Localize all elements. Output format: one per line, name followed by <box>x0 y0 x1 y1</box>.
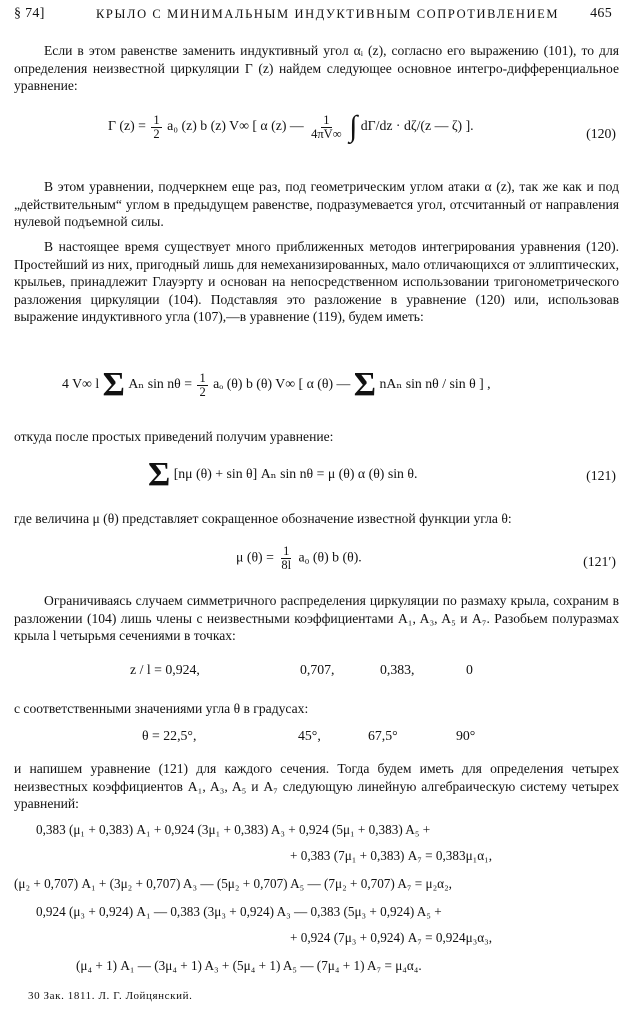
paragraph-5: где величина μ (θ) представляет сокращенное обозначение известной функции угла θ: <box>14 511 512 526</box>
eq-sub-end: nAₙ sin nθ / sin θ ] , <box>379 376 491 392</box>
running-title: КРЫЛО С МИНИМАЛЬНЫМ ИНДУКТИВНЫМ СОПРОТИВЛЕНИЕМ <box>96 7 560 21</box>
equation-120 <box>108 110 474 170</box>
eq121-body: [nμ (θ) + sin θ] Aₙ sin nθ = μ (θ) α (θ) sin θ. <box>173 466 418 482</box>
system-eq-1b: + 0,383 (7μ₁ + 0,383) A₇ = 0,383μ₁α₁, <box>290 848 493 863</box>
page-number: 465 <box>590 6 612 21</box>
system-eq-3a: 0,924 (μ₃ + 0,924) A₁ — 0,383 (3μ₃ + 0,924) A₃ — 0,383 (5μ₃ + 0,924) A₅ + <box>36 904 442 919</box>
eq-sub-rhs: aₒ (θ) b (θ) V∞ [ α (θ) — <box>213 376 351 392</box>
eq120-number: (120) <box>586 126 616 141</box>
system-eq-4: (μ₄ + 1) A₁ — (3μ₄ + 1) A₃ + (5μ₄ + 1) A₅ — (7μ₄ + 1) A₇ = μ₄α₄. <box>76 958 422 973</box>
section-marker: § 74] <box>14 6 45 21</box>
system-eq-3b: + 0,924 (7μ₃ + 0,924) A₇ = 0,924μ₃α₃, <box>290 930 493 945</box>
eq120-mid: a₀ (z) b (z) V∞ <box>167 118 249 134</box>
eq120-lhs: Γ (z) = <box>108 118 146 134</box>
eq-sub-lhs: 4 V∞ l <box>62 376 100 392</box>
angle-3: 67,5° <box>368 728 398 743</box>
eq121p-rhs: a₀ (θ) b (θ). <box>298 549 362 565</box>
equation-substituted <box>62 366 491 416</box>
eq120-integrand: dΓ/dz · dζ/(z — ζ) ]. <box>360 118 474 134</box>
sum-sign-3: Σ <box>148 456 171 493</box>
eq121-number: (121) <box>586 468 616 483</box>
eq-sub-half: $\frac{1}{2}$ <box>199 370 206 399</box>
equation-121 <box>148 456 417 502</box>
paragraph-3: В настоящее время существует много приближенных методов интегрирования уравнения (120). Простейший из них, пригодный лишь для немеханизированных, мало отличающихся от эллиптических, крыльев, принадлежит Глауэрту и основан на непосредственном использовании тригонометрического разложения циркуляции (104). Подставляя это разложение в уравнение (120) или, использовав выражение индуктивного угла (107),—в уравнение (119), будем иметь: <box>14 239 619 325</box>
paragraph-1: Если в этом равенстве заменить индуктивный угол αᵢ (z), согласно его выражению (101), то для определения неизвестной циркуляции Γ (z) найдем следующее основное интегро-дифференциальное уравнение: <box>14 43 619 94</box>
integral-sign: ∫ <box>349 110 358 143</box>
angle-2: 45°, <box>298 728 321 743</box>
point-2: 0,707, <box>300 662 335 677</box>
paragraph-2: В этом уравнении, подчеркнем еще раз, под геометрическим углом атаки α (z), так же как и под „действительным“ углом в предыдущем равенстве, подразумевается угол, отсчитанный от направления нулевой подъемной силы. <box>14 179 619 230</box>
point-3: 0,383, <box>380 662 415 677</box>
eq121p-frac: $\frac{1}{8l}$ <box>281 544 292 572</box>
system-eq-1a: 0,383 (μ₁ + 0,383) A₁ + 0,924 (3μ₁ + 0,383) A₃ + 0,924 (5μ₁ + 0,383) A₅ + <box>36 822 431 837</box>
eq121p-number: (121′) <box>583 554 616 569</box>
running-header <box>14 6 612 28</box>
points-lhs: z / l = 0,924, <box>130 662 200 677</box>
eq120-coef: $\frac{1}{4\pi V\infty}$ <box>311 112 342 141</box>
paragraph-4: откуда после простых приведений получим уравнение: <box>14 429 334 444</box>
paragraph-8: и напишем уравнение (121) для каждого сечения. Тогда будем иметь для определения четырех неизвестных коэффициентов A₁, A₃, A₅ и A₇ следующую линейную алгебраическую систему четырех уравнений: <box>14 761 619 812</box>
sum-sign-2: Σ <box>353 366 376 403</box>
eq121p-lhs: μ (θ) = <box>236 549 274 565</box>
eq120-bracket: [ α (z) — <box>252 118 304 134</box>
point-4: 0 <box>466 662 473 677</box>
paragraph-6: Ограничиваясь случаем симметричного распределения циркуляции по размаху крыла, сохраним в разложении (104) лишь члены с неизвестными коэффициентами A₁, A₃, A₅ и A₇. Разобьем полуразмах крыла l четырьмя сечениями в точках: <box>14 593 619 644</box>
equation-121-prime <box>236 545 362 581</box>
angle-1: θ = 22,5°, <box>142 728 197 743</box>
system-eq-2: (μ₂ + 0,707) A₁ + (3μ₂ + 0,707) A₃ — (5μ₂ + 0,707) A₅ — (7μ₂ + 0,707) A₇ = μ₂α₂, <box>14 876 452 891</box>
paragraph-7: с соответственными значениями угла θ в градусах: <box>14 701 309 716</box>
angle-4: 90° <box>456 728 476 743</box>
eq120-half: $\frac{1}{2}$ <box>153 112 160 141</box>
eq-sub-mid: Aₙ sin nθ = <box>128 376 192 392</box>
printer-footer: 30 Зак. 1811. Л. Г. Лойцянский. <box>28 990 193 1002</box>
sum-sign: Σ <box>102 366 125 403</box>
